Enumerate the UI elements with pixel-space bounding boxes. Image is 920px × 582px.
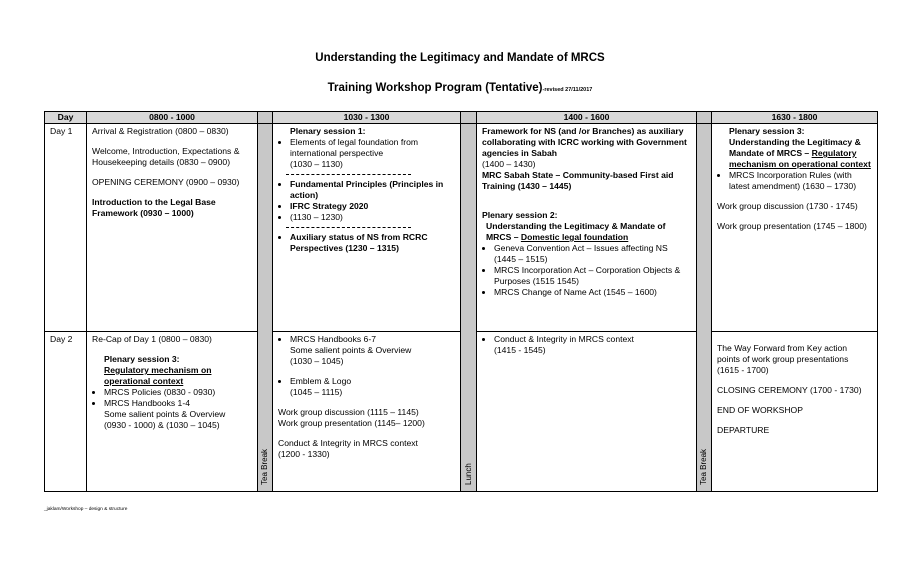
plenary2-title: Plenary session 2: xyxy=(482,210,558,220)
day2-session2 xyxy=(273,332,461,492)
recap-text: Re-Cap of Day 1 (0800 – 0830) xyxy=(92,334,212,344)
end-text: END OF WORKSHOP xyxy=(717,405,803,415)
dashed-divider xyxy=(286,227,411,228)
dashed-divider xyxy=(286,174,411,175)
plenary3-item1: • MRCS Incorporation Rules (with latest amendment) (1630 – 1730) xyxy=(729,170,872,192)
program-table xyxy=(44,111,878,492)
plenary2-topic: Understanding the Legitimacy & Mandate of MRCS – Domestic legal foundation xyxy=(486,221,666,242)
tea-break-2 xyxy=(697,124,712,492)
way-forward-text: The Way Forward from Key action points of work group presentations xyxy=(717,343,849,364)
plenary3-title: Plenary session 3: xyxy=(729,126,805,136)
header-row xyxy=(45,112,878,124)
day2-conduct-time: (1200 - 1330) xyxy=(278,449,330,459)
tea-break-2-label: Tea Break xyxy=(699,448,708,485)
day2-session4 xyxy=(712,332,878,492)
col-header-break-1 xyxy=(258,112,273,124)
day1-label: Day 1 xyxy=(45,124,87,332)
day2-session3 xyxy=(477,332,697,492)
tea-break-1-label: Tea Break xyxy=(260,448,269,485)
welcome-text: Welcome, Introduction, Expectations & Housekeeping details (0830 – 0900) xyxy=(92,146,240,167)
day2-wg-discussion: Work group discussion (1115 – 1145) xyxy=(278,407,419,417)
plenary1-item3: • IFRC Strategy 2020 xyxy=(290,201,455,212)
day2-label: Day 2 xyxy=(45,332,87,492)
wg-presentation-text: Work group presentation (1745 – 1800) xyxy=(717,221,867,231)
day2-session1 xyxy=(87,332,258,492)
opening-text: OPENING CEREMONY (0900 – 0930) xyxy=(92,177,240,187)
day2-conduct: Conduct & Integrity in MRCS context xyxy=(278,438,418,448)
day1-row xyxy=(45,124,878,332)
closing-text: CLOSING CEREMONY (1700 - 1730) xyxy=(717,385,862,395)
plenary3-topic: Understanding the Legitimacy & Mandate of MRCS – Regulatory mechanism on operational context xyxy=(729,137,871,169)
col-header-1400: 1400 - 1600 xyxy=(477,112,697,124)
col-header-1030: 1030 - 1300 xyxy=(273,112,461,124)
col-header-break-2 xyxy=(461,112,477,124)
plenary1-item2: • Fundamental Principles (Principles in action) xyxy=(290,179,455,201)
day2-wg-presentation: Work group presentation (1145– 1200) xyxy=(278,418,425,428)
plenary2-item3: • MRCS Change of Name Act (1545 – 1600) xyxy=(494,287,691,298)
col-header-day: Day xyxy=(45,112,87,124)
intro-text: Introduction to the Legal Base Framework (0930 – 1000) xyxy=(92,197,216,218)
day2-handbooks: • MRCS Handbooks 1-4 Some salient points & Overview (0930 - 1000) & (1030 – 1045) xyxy=(104,398,252,431)
arrival-text: Arrival & Registration (0800 – 0830) xyxy=(92,126,229,136)
plenary3b-topic: Regulatory mechanism on operational context xyxy=(104,365,212,386)
plenary1-item1: • Elements of legal foundation from international perspective (1030 – 1130) xyxy=(290,137,455,170)
lunch-break xyxy=(461,124,477,492)
way-forward-time: (1615 - 1700) xyxy=(717,365,769,375)
document-title: Understanding the Legitimacy and Mandate of MRCS xyxy=(315,52,605,64)
day1-session1 xyxy=(87,124,258,332)
col-header-break-3 xyxy=(697,112,712,124)
framework-time: (1400 – 1430) xyxy=(482,159,536,169)
subtitle-text: Training Workshop Program (Tentative) xyxy=(327,82,543,94)
framework-text: Framework for NS (and /or Branches) as auxiliary collaborating with ICRC working with Government agencies in Sabah xyxy=(482,126,687,158)
day2-policies: • MRCS Policies (0830 - 0930) xyxy=(104,387,252,398)
plenary1-item4: • (1130 – 1230) xyxy=(290,212,455,223)
day2-conduct-2: • Conduct & Integrity in MRCS context (1415 - 1545) xyxy=(494,334,691,356)
col-header-1630: 1630 - 1800 xyxy=(712,112,878,124)
plenary2-item2: • MRCS Incorporation Act – Corporation Objects & Purposes (1515 1545) xyxy=(494,265,691,287)
day1-session4 xyxy=(712,124,878,332)
day1-session3 xyxy=(477,124,697,332)
departure-text: DEPARTURE xyxy=(717,425,770,435)
plenary1-item5: • Auxiliary status of NS from RCRC Perspectives (1230 – 1315) xyxy=(290,232,455,254)
mrc-text: MRC Sabah State – Community-based First aid Training (1430 – 1445) xyxy=(482,170,674,191)
plenary1-title: Plenary session 1: xyxy=(290,126,366,136)
document-subtitle xyxy=(0,82,920,94)
tea-break-1 xyxy=(258,124,273,492)
plenary3b-title: Plenary session 3: xyxy=(104,354,180,364)
day2-handbooks-6-7: • MRCS Handbooks 6-7 Some salient points & Overview (1030 – 1045) xyxy=(290,334,455,367)
col-header-0800: 0800 - 1000 xyxy=(87,112,258,124)
revision-note: -revised 27/11/2017 xyxy=(542,87,593,93)
lunch-label: Lunch xyxy=(463,463,473,485)
footer-note: _jaklam/Workshop – design & structure xyxy=(44,507,128,512)
day2-emblem: • Emblem & Logo (1045 – 1115) xyxy=(290,376,455,398)
day1-session2 xyxy=(273,124,461,332)
wg-discussion-text: Work group discussion (1730 - 1745) xyxy=(717,201,858,211)
plenary2-item1: • Geneva Convention Act – Issues affecting NS (1445 – 1515) xyxy=(494,243,691,265)
